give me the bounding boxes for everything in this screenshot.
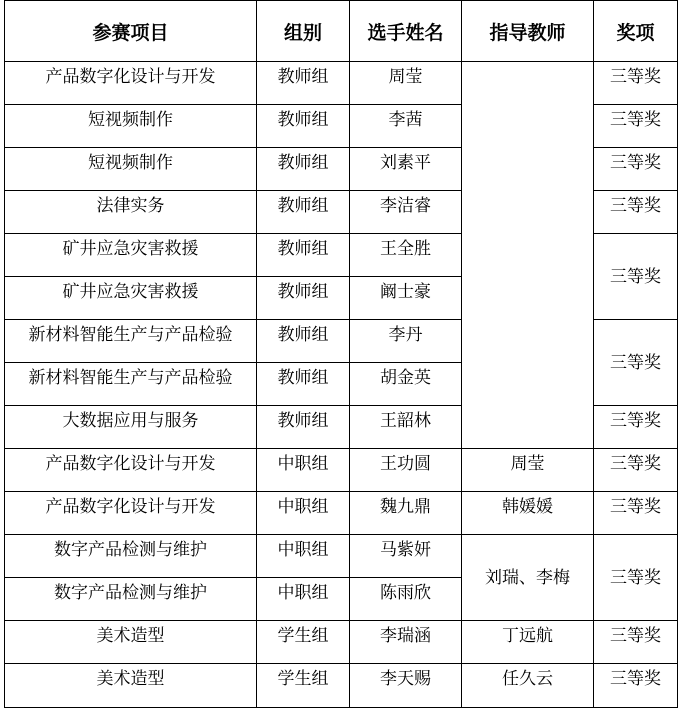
cell-group: 教师组 bbox=[257, 277, 350, 320]
cell-contestant: 李天赐 bbox=[350, 664, 462, 708]
table-row bbox=[5, 621, 678, 664]
cell-contestant: 李洁睿 bbox=[350, 191, 462, 234]
cell-group: 教师组 bbox=[257, 62, 350, 105]
awards-table bbox=[4, 0, 678, 708]
cell-award: 三等奖 bbox=[594, 535, 678, 621]
cell-contestant: 陈雨欣 bbox=[350, 578, 462, 621]
cell-award: 三等奖 bbox=[594, 492, 678, 535]
cell-group: 中职组 bbox=[257, 578, 350, 621]
cell-group: 学生组 bbox=[257, 664, 350, 708]
cell-event: 美术造型 bbox=[5, 664, 257, 708]
cell-event: 数字产品检测与维护 bbox=[5, 578, 257, 621]
cell-award: 三等奖 bbox=[594, 105, 678, 148]
header-group: 组别 bbox=[257, 1, 350, 62]
cell-event: 美术造型 bbox=[5, 621, 257, 664]
cell-event: 短视频制作 bbox=[5, 148, 257, 191]
table-row bbox=[5, 535, 678, 578]
cell-award: 三等奖 bbox=[594, 664, 678, 708]
cell-group: 教师组 bbox=[257, 234, 350, 277]
table-row bbox=[5, 62, 678, 105]
cell-award: 三等奖 bbox=[594, 191, 678, 234]
cell-contestant: 阚士豪 bbox=[350, 277, 462, 320]
cell-award: 三等奖 bbox=[594, 449, 678, 492]
table-row bbox=[5, 664, 678, 708]
cell-event: 大数据应用与服务 bbox=[5, 406, 257, 449]
cell-contestant: 周莹 bbox=[350, 62, 462, 105]
cell-event: 矿井应急灾害救援 bbox=[5, 234, 257, 277]
header-advisor: 指导教师 bbox=[462, 1, 594, 62]
cell-group: 教师组 bbox=[257, 363, 350, 406]
cell-contestant: 王功圆 bbox=[350, 449, 462, 492]
cell-award: 三等奖 bbox=[594, 621, 678, 664]
header-row bbox=[5, 1, 678, 62]
cell-group: 教师组 bbox=[257, 105, 350, 148]
cell-advisor: 周莹 bbox=[462, 449, 594, 492]
cell-event: 新材料智能生产与产品检验 bbox=[5, 320, 257, 363]
cell-advisor: 韩媛媛 bbox=[462, 492, 594, 535]
table-row bbox=[5, 492, 678, 535]
cell-group: 中职组 bbox=[257, 492, 350, 535]
cell-event: 产品数字化设计与开发 bbox=[5, 492, 257, 535]
cell-contestant: 刘素平 bbox=[350, 148, 462, 191]
cell-advisor bbox=[462, 62, 594, 449]
header-event: 参赛项目 bbox=[5, 1, 257, 62]
cell-group: 中职组 bbox=[257, 449, 350, 492]
cell-event: 数字产品检测与维护 bbox=[5, 535, 257, 578]
cell-event: 法律实务 bbox=[5, 191, 257, 234]
cell-award: 三等奖 bbox=[594, 320, 678, 406]
header-contestant: 选手姓名 bbox=[350, 1, 462, 62]
cell-group: 教师组 bbox=[257, 320, 350, 363]
cell-event: 短视频制作 bbox=[5, 105, 257, 148]
cell-contestant: 王韶林 bbox=[350, 406, 462, 449]
cell-contestant: 李茜 bbox=[350, 105, 462, 148]
cell-contestant: 魏九鼎 bbox=[350, 492, 462, 535]
cell-event: 新材料智能生产与产品检验 bbox=[5, 363, 257, 406]
cell-group: 中职组 bbox=[257, 535, 350, 578]
cell-event: 产品数字化设计与开发 bbox=[5, 62, 257, 105]
cell-event: 产品数字化设计与开发 bbox=[5, 449, 257, 492]
cell-award: 三等奖 bbox=[594, 62, 678, 105]
cell-contestant: 王全胜 bbox=[350, 234, 462, 277]
cell-advisor: 刘瑞、李梅 bbox=[462, 535, 594, 621]
cell-advisor: 任久云 bbox=[462, 664, 594, 708]
cell-award: 三等奖 bbox=[594, 406, 678, 449]
cell-contestant: 李丹 bbox=[350, 320, 462, 363]
cell-event: 矿井应急灾害救援 bbox=[5, 277, 257, 320]
cell-group: 学生组 bbox=[257, 621, 350, 664]
cell-contestant: 胡金英 bbox=[350, 363, 462, 406]
cell-award: 三等奖 bbox=[594, 148, 678, 191]
cell-contestant: 李瑞涵 bbox=[350, 621, 462, 664]
cell-contestant: 马紫妍 bbox=[350, 535, 462, 578]
table-row bbox=[5, 449, 678, 492]
cell-group: 教师组 bbox=[257, 191, 350, 234]
header-award: 奖项 bbox=[594, 1, 678, 62]
cell-group: 教师组 bbox=[257, 148, 350, 191]
cell-award: 三等奖 bbox=[594, 234, 678, 320]
cell-advisor: 丁远航 bbox=[462, 621, 594, 664]
cell-group: 教师组 bbox=[257, 406, 350, 449]
